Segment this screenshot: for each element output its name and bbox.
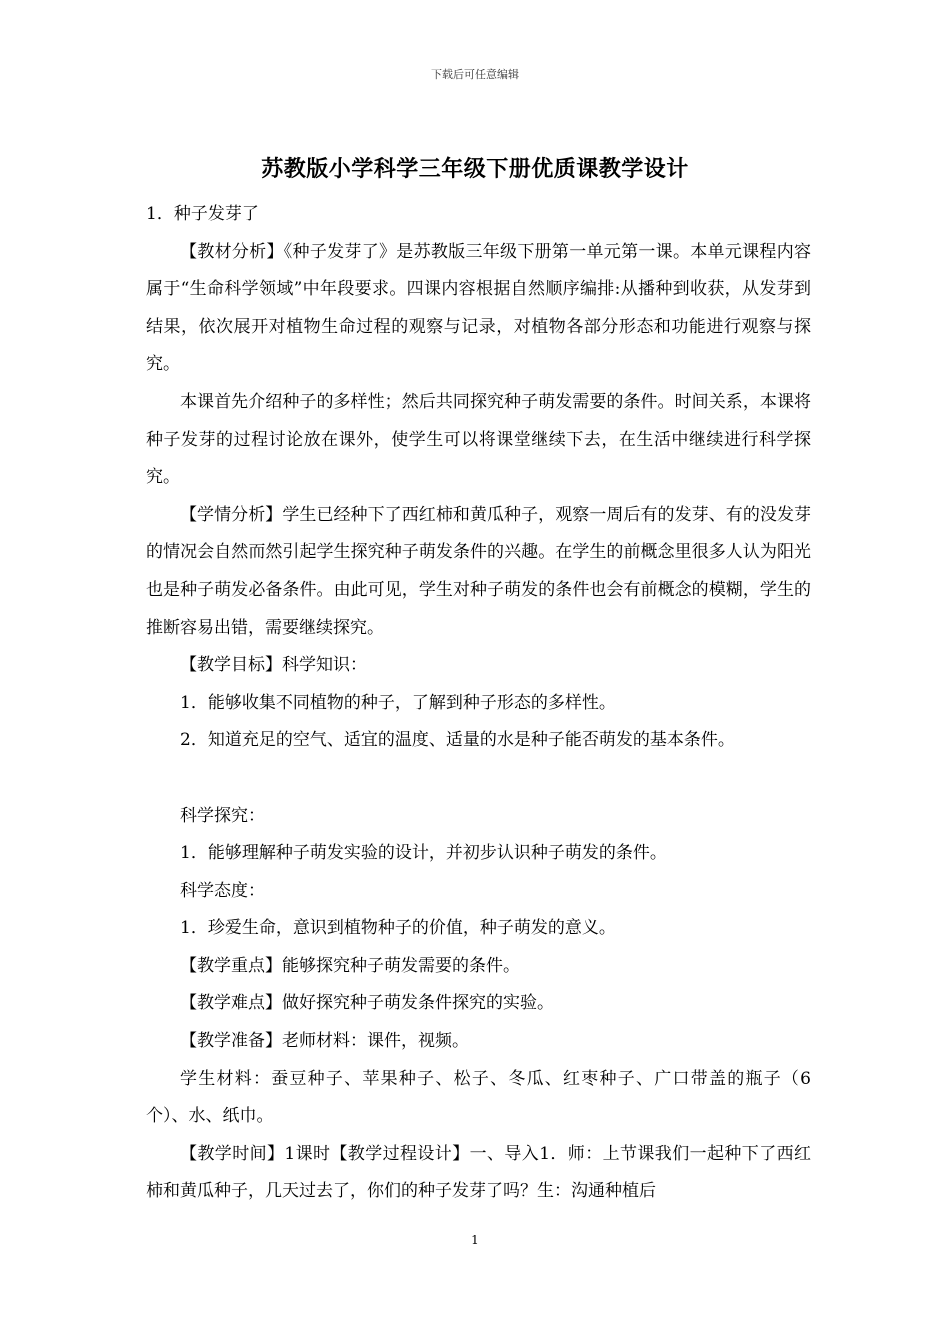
knowledge-goal-2: 2．知道充足的空气、适宜的温度、适量的水是种子能否萌发的基本条件。 bbox=[180, 730, 735, 751]
teaching-process-paragraph: 【教学时间】1课时【教学过程设计】一、导入1．师：上节课我们一起种下了西红柿和黄瓜种子，几天过去了，你们的种子发芽了吗？生：沟通种植后 bbox=[146, 1143, 811, 1202]
document-title: 苏教版小学科学三年级下册优质课教学设计 bbox=[261, 156, 689, 182]
difficult-point-paragraph: 【教学难点】做好探究种子萌发条件探究的实验。 bbox=[180, 993, 554, 1014]
preparation-paragraph: 【教学准备】老师材料：课件，视频。 bbox=[180, 1031, 469, 1052]
knowledge-goal-1: 1．能够收集不同植物的种子，了解到种子形态的多样性。 bbox=[180, 692, 616, 713]
inquiry-heading: 科学探究： bbox=[180, 805, 265, 826]
attitude-heading: 科学态度： bbox=[180, 880, 265, 901]
key-point-paragraph: 【教学重点】能够探究种子萌发需要的条件。 bbox=[180, 955, 520, 976]
page-number: 1 bbox=[471, 1233, 479, 1247]
document-body bbox=[146, 196, 811, 1211]
header-note: 下载后可任意编辑 bbox=[431, 68, 519, 81]
teaching-goals-heading: 【教学目标】科学知识： bbox=[180, 655, 367, 676]
material-analysis-paragraph: 【教材分析】《种子发芽了》是苏教版三年级下册第一单元第一课。本单元课程内容属于“生命科学领域”中年段要求。四课内容根据自然顺序编排:从播种到收获，从发芽到结果，依次展开对植物生命过程的观察与记录，对植物各部分形态和功能进行观察与探究。 bbox=[146, 241, 811, 375]
attitude-goal-1: 1．珍爱生命，意识到植物种子的价值，种子萌发的意义。 bbox=[180, 918, 616, 939]
lesson-intro-paragraph: 本课首先介绍种子的多样性；然后共同探究种子萌发需要的条件。时间关系，本课将种子发芽的过程讨论放在课外，使学生可以将课堂继续下去，在生活中继续进行科学探究。 bbox=[146, 391, 811, 488]
blank-line bbox=[146, 760, 811, 798]
student-materials-paragraph: 学生材料：蚕豆种子、苹果种子、松子、冬瓜、红枣种子、广口带盖的瓶子（6个）、水、纸巾。 bbox=[146, 1068, 811, 1127]
lesson-heading: 1．种子发芽了 bbox=[146, 204, 259, 224]
inquiry-goal-1: 1．能够理解种子萌发实验的设计，并初步认识种子萌发的条件。 bbox=[180, 843, 667, 864]
student-analysis-paragraph: 【学情分析】学生已经种下了西红柿和黄瓜种子，观察一周后有的发芽、有的没发芽的情况会自然而然引起学生探究种子萌发条件的兴趣。在学生的前概念里很多人认为阳光也是种子萌发必备条件。由此可见，学生对种子萌发的条件也会有前概念的模糊，学生的推断容易出错，需要继续探究。 bbox=[146, 504, 811, 638]
